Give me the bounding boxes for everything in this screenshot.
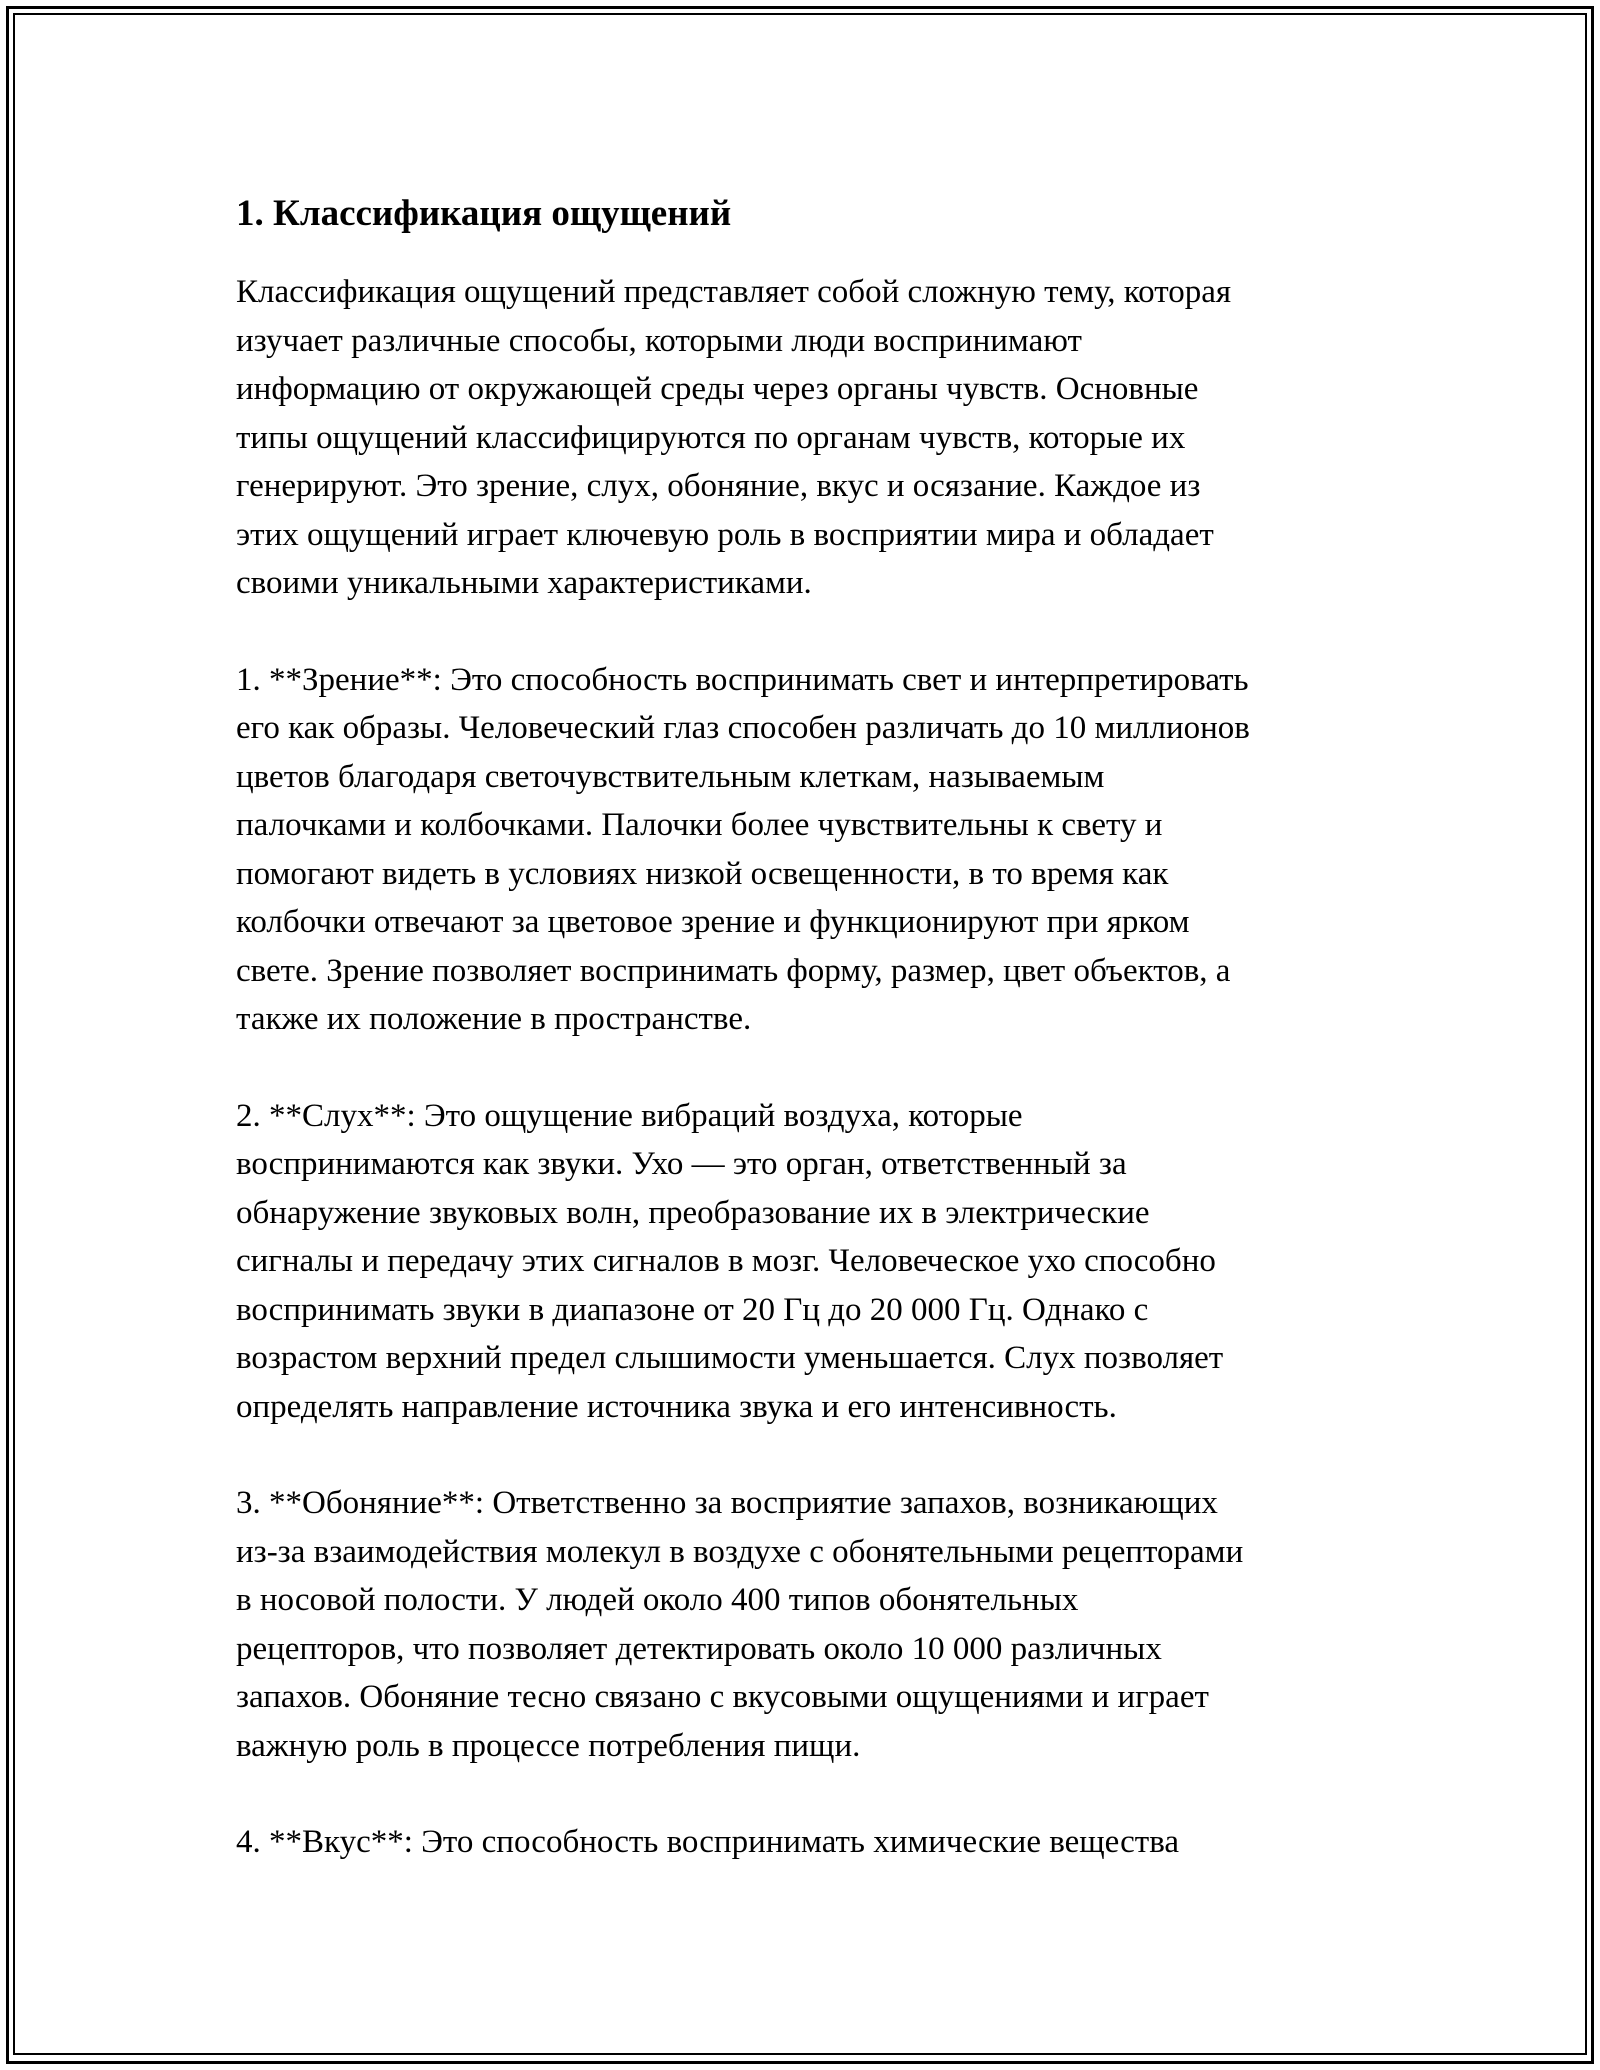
document-page bbox=[236, 188, 1376, 1915]
vision-paragraph: 1. **Зрение**: Это способность воспринимать свет и интерпретировать его как образы. Человеческий глаз способен различать до 10 миллионов цветов благодаря светочувствительным клеткам, называемым палочками и колбочками. Палочки более чувствительны к свету и помогают видеть в условиях низкой освещенности, в то время как колбочки отвечают за цветовое зрение и функционируют при ярком свете. Зрение позволяет воспринимать форму, размер, цвет объектов, а также их положение в пространстве. bbox=[236, 661, 1250, 1037]
section-heading: 1. Классификация ощущений bbox=[236, 193, 732, 234]
smell-paragraph: 3. **Обоняние**: Ответственно за восприятие запахов, возникающих из-за взаимодействия молекул в воздухе с обонятельными рецепторами в носовой полости. У людей около 400 типов обонятельных рецепторов, что позволяет детектировать около 10 000 различных запахов. Обоняние тесно связано с вкусовыми ощущениями и играет важную роль в процессе потребления пищи. bbox=[236, 1485, 1244, 1764]
taste-paragraph: 4. **Вкус**: Это способность воспринимать химические вещества bbox=[236, 1824, 1179, 1860]
intro-paragraph: Классификация ощущений представляет собой сложную тему, которая изучает различные способы, которыми люди воспринимают информацию от окружающей среды через органы чувств. Основные типы ощущений классифицируются по органам чувств, которые их генерируют. Это зрение, слух, обоняние, вкус и осязание. Каждое из этих ощущений играет ключевую роль в восприятии мира и обладает своими уникальными характеристиками. bbox=[236, 274, 1232, 601]
hearing-paragraph: 2. **Слух**: Это ощущение вибраций воздуха, которые воспринимаются как звуки. Ухо — это орган, ответственный за обнаружение звуковых волн, преобразование их в электрические сигналы и передачу этих сигналов в мозг. Человеческое ухо способно воспринимать звуки в диапазоне от 20 Гц до 20 000 Гц. Однако с возрастом верхний предел слышимости уменьшается. Слух позволяет определять направление источника звука и его интенсивность. bbox=[236, 1097, 1224, 1425]
